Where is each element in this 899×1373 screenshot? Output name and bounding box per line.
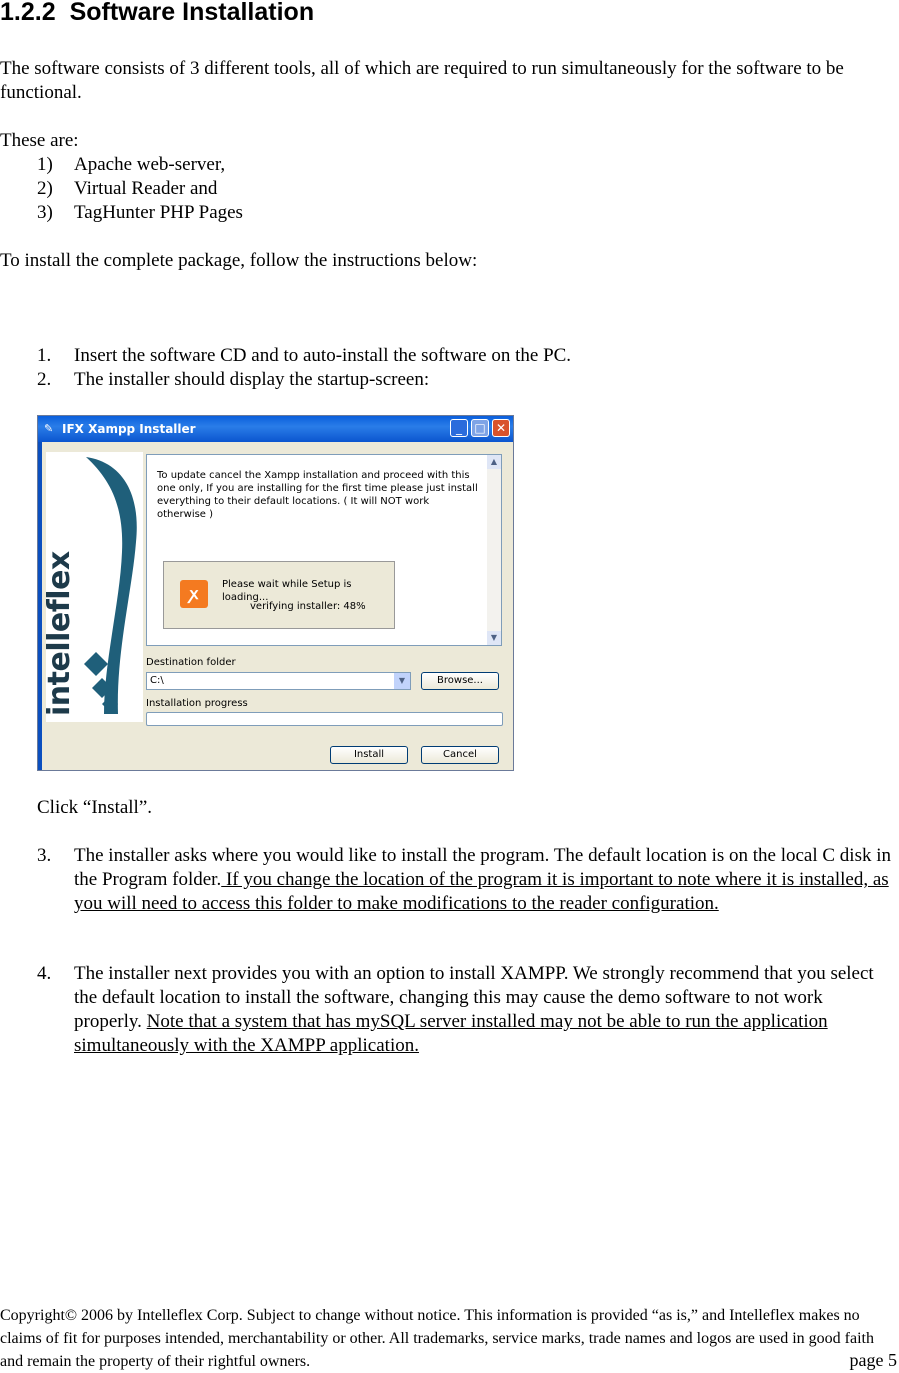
scroll-down-icon[interactable]: ▼: [487, 631, 501, 645]
step-number: 2.: [37, 369, 52, 390]
step-number: 4.: [37, 963, 52, 984]
list-number: 1): [37, 154, 53, 175]
step-item: [37, 962, 899, 1058]
these-are-label: These are:: [0, 130, 79, 151]
cancel-button[interactable]: Cancel: [421, 746, 499, 764]
loading-message: Please wait while Setup is loading...: [222, 579, 352, 603]
step3-note: If you change the location of the program it is important to note where it is installed, as you will need to access this folder to make modifications to the reader configuration.: [74, 869, 889, 914]
list-text: Virtual Reader and: [74, 178, 218, 199]
destination-select[interactable]: [146, 672, 411, 690]
install-button[interactable]: Install: [330, 746, 408, 764]
installer-screenshot: [37, 415, 514, 771]
installer-title: IFX Xampp Installer: [62, 422, 196, 436]
copyright-footer: Copyright© 2006 by Intelleflex Corp. Subject to change without notice. This information is provided “as is,” and Intelleflex makes no claims of fit for purposes intended, merchantability or other. All trademarks, service marks, trade names and logos are used in good faith and remain the property of their rightful owners.: [0, 1307, 874, 1370]
intro-paragraph: The software consists of 3 different tools, all of which are required to run simultaneously for the software to be functional.: [0, 58, 844, 103]
click-install-instruction: Click “Install”.: [37, 797, 153, 818]
section-title: Software Installation: [69, 0, 315, 26]
list-number: 2): [37, 178, 53, 199]
loading-status: verifying installer: 48%: [250, 601, 366, 612]
instructions-intro: To install the complete package, follow the instructions below:: [0, 250, 478, 271]
chevron-down-icon[interactable]: ▼: [394, 673, 410, 689]
minimize-button[interactable]: _: [450, 419, 468, 437]
section-heading: [0, 0, 314, 28]
step4-note: Note that a system that has mySQL server installed may not be able to run the application simultaneously with the XAMPP application.: [74, 1011, 828, 1056]
page-number: page 5: [849, 1350, 897, 1370]
scroll-up-icon[interactable]: ▲: [487, 455, 501, 469]
list-text: TagHunter PHP Pages: [74, 202, 243, 223]
close-button[interactable]: ✕: [492, 419, 510, 437]
logo-text: intelleflex: [42, 551, 77, 716]
step-item: [37, 368, 887, 392]
installer-titlebar: [38, 416, 513, 442]
list-text: Apache web-server,: [74, 154, 226, 175]
section-number: 1.2.2: [0, 0, 56, 26]
step3-text: The installer asks where you would like to install the program. The default location is on the local C disk in the Program folder.: [74, 845, 891, 890]
step-number: 3.: [37, 845, 52, 866]
step-item: [37, 844, 899, 940]
info-scrollbar[interactable]: [487, 455, 501, 645]
list-item: [37, 153, 637, 177]
step-text: [74, 962, 889, 1058]
step4-text: The installer next provides you with an option to install XAMPP. We strongly recommend that you select the default location to install the software, changing this may cause the demo software to not work properly.: [74, 963, 874, 1032]
loading-dialog: [163, 561, 395, 629]
step-text: [74, 844, 899, 916]
step-text: Insert the software CD and to auto-install the software on the PC.: [74, 345, 572, 366]
destination-label: Destination folder: [146, 657, 236, 668]
intelleflex-logo: [42, 452, 143, 722]
app-icon: ✎: [44, 422, 54, 435]
destination-value: C:\: [150, 675, 164, 686]
browse-button[interactable]: Browse...: [421, 672, 499, 690]
step-number: 1.: [37, 345, 52, 366]
info-textbox: [146, 454, 502, 646]
info-text: To update cancel the Xampp installation and proceed with this one only, If you are installing for the first time please just install everything to their default locations. ( It will NOT work otherwise ): [157, 470, 478, 520]
step-item: [37, 344, 887, 368]
installation-progress-bar: [146, 712, 503, 726]
list-item: [37, 201, 637, 225]
list-number: 3): [37, 202, 53, 223]
xampp-icon: ꭗ: [180, 580, 208, 608]
step-text: The installer should display the startup-screen:: [74, 369, 430, 390]
progress-label: Installation progress: [146, 698, 248, 709]
list-item: [37, 177, 637, 201]
maximize-button[interactable]: □: [471, 419, 489, 437]
